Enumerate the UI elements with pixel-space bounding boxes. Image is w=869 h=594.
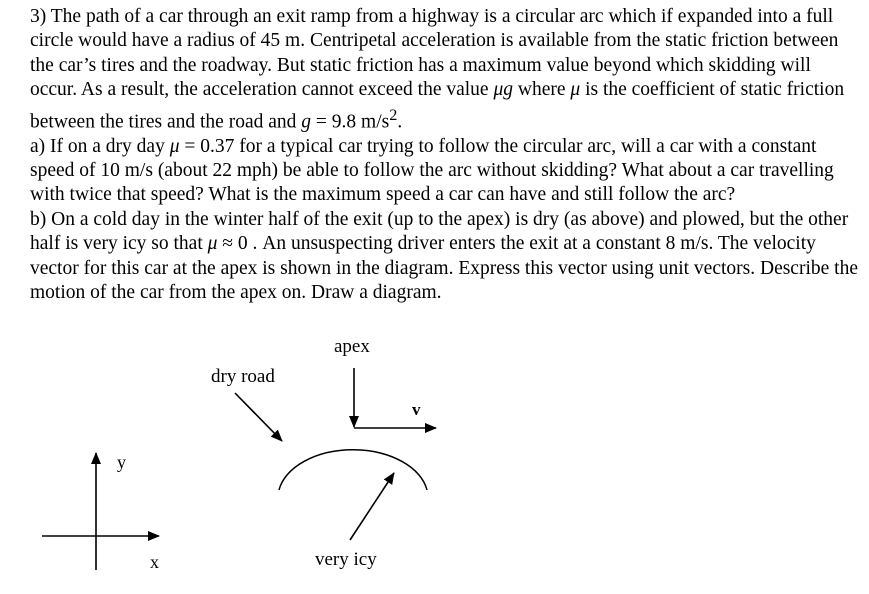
mu-g-symbol: μg xyxy=(493,79,513,101)
dry-road-label: dry road xyxy=(211,366,275,387)
part-b: b) On a cold day in the winter half of the exit (up to the apex) is dry (as above) and plowed, but the other half is very icy so that μ ≈ 0 . An unsuspecting driver enters the exit at a constant 8 m/s. The velocity vector for this car at the apex is shown in the diagram. Express this vector using unit vectors. Describe the motion of the car from the apex on. Draw a diagram. xyxy=(30,208,858,303)
very-icy-label: very icy xyxy=(315,549,377,570)
mu-symbol: μ xyxy=(207,233,218,255)
mu-symbol: μ xyxy=(570,79,581,101)
ramp-arc xyxy=(279,450,427,490)
problem-intro: 3) The path of a car through an exit ramp from a highway is a circular arc which if expanded into a full circle would have a radius of 45 m. Centripetal acceleration is available from the static friction between the car’s tires and the roadway. But static friction has a maximum value beyond which skidding will occur. As a result, the acceleration cannot exceed the value μg where μ is the coefficient of static friction between the tires and the road and g = 9.8 $m/s^2$. xyxy=(30,6,845,133)
x-axis-label: x xyxy=(150,552,159,572)
part-a: a) If on a dry day μ = 0.37 for a typical car trying to follow the circular arc, will a car with a constant speed of 10 m/s (about 22 mph) be able to follow the arc without skidding? What about a car travelling with twice that speed? What is the maximum speed a car can have and still follow the arc? xyxy=(30,135,834,206)
y-axis-label: y xyxy=(117,452,126,472)
mu-symbol: μ xyxy=(169,135,180,157)
dry-road-arrow xyxy=(235,393,282,441)
exponent: 2 xyxy=(389,105,398,124)
g-symbol: g xyxy=(301,111,312,133)
very-icy-arrow xyxy=(350,473,394,540)
apex-label: apex xyxy=(334,336,370,357)
velocity-label: v xyxy=(412,400,421,419)
